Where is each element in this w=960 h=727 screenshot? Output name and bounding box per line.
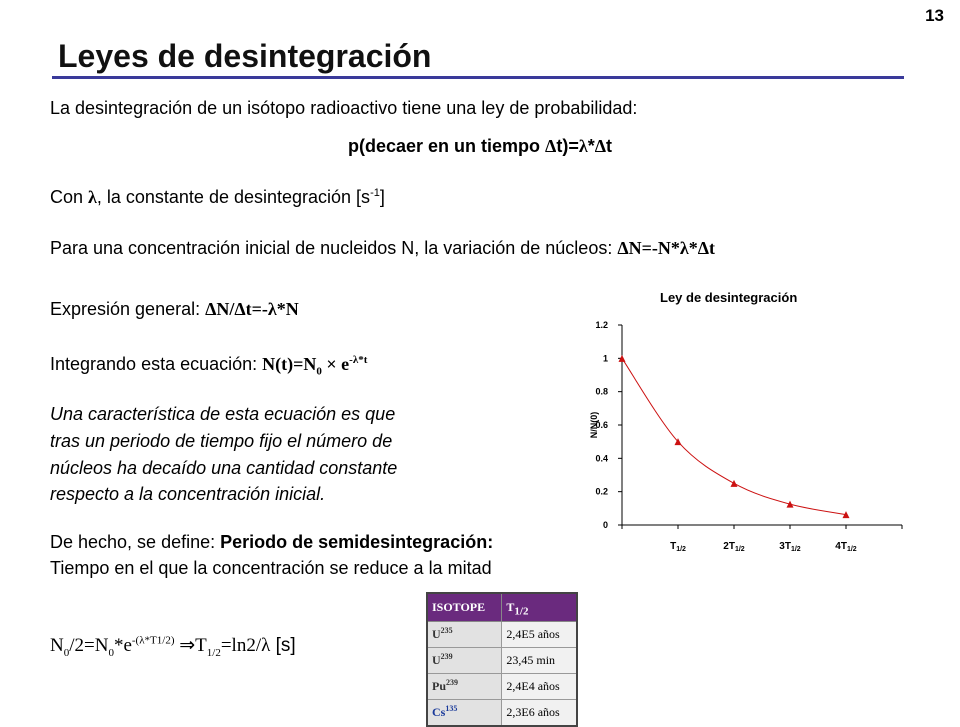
x-tick-label: $4T_{1/2}$: [835, 541, 857, 553]
y-tick-label: 1.2: [595, 320, 608, 330]
characteristic-line-1: Una característica de esta ecuación es que: [50, 404, 396, 424]
definition-text: De hecho, se define: Periodo de semidesintegración:: [50, 532, 494, 552]
header-isotope: ISOTOPE: [427, 593, 502, 622]
decay-curve: [622, 358, 846, 514]
general-expression: Expresión general: ΔN/Δt=-λ*N: [50, 299, 299, 319]
page-title: Leyes de desintegración: [58, 38, 432, 74]
page-number: 13: [925, 6, 944, 25]
y-axis-label: N/N(0): [589, 411, 599, 439]
title-underline: [52, 76, 904, 79]
constant-text: Con λ, la constante de desintegración $[s^{-1}]$: [50, 187, 385, 207]
data-point: [731, 480, 738, 487]
characteristic-line-4: respecto a la concentración inicial.: [50, 484, 326, 504]
characteristic-line-3: núcleos ha decaído una cantidad constante: [50, 458, 398, 478]
table-row: [427, 648, 577, 674]
integration-text: Integrando esta ecuación: $N(t)=N_0 \times e^{-\lambda*t}$: [50, 354, 368, 378]
half-life-cell: 2,4E5 años: [502, 622, 577, 648]
data-point: [787, 501, 794, 508]
y-tick-label: 0.6: [595, 420, 608, 430]
variation-text: Para una concentración inicial de nucleidos N, la variación de núcleos: ΔN=-N*λ*Δt: [50, 238, 715, 258]
isotope-cell: Cs$^{135}$: [427, 700, 502, 727]
isotope-table: [426, 592, 578, 727]
y-tick-label: 1: [602, 353, 608, 364]
y-tick-label: 0: [602, 520, 608, 530]
isotope-cell: $U^{235}$: [427, 622, 502, 648]
table-row: [427, 622, 577, 648]
half-life-cell: 2,4E4 años: [502, 674, 577, 700]
header-half-life: $T_{1/2}$: [502, 593, 577, 622]
chart-title: Ley de desintegración: [660, 290, 798, 305]
table-row: [427, 700, 577, 727]
x-tick-label: $T_{1/2}$: [670, 541, 686, 553]
decay-chart: [560, 305, 920, 565]
half-life-cell: 23,45 min: [502, 648, 577, 674]
table-header-row: [427, 593, 577, 622]
definition-description: Tiempo en el que la concentración se reduce a la mitad: [50, 558, 492, 578]
table-row: [427, 674, 577, 700]
x-tick-label: $2T_{1/2}$: [723, 541, 745, 553]
y-tick-label: 0.2: [595, 486, 608, 497]
y-tick-label: 0.8: [595, 386, 608, 397]
characteristic-line-2: tras un periodo de tiempo fijo el número de: [50, 431, 393, 451]
intro-text: La desintegración de un isótopo radioactivo tiene una ley de probabilidad:: [50, 98, 638, 118]
isotope-cell: $U^{239}$: [427, 648, 502, 674]
x-tick-label: $3T_{1/2}$: [779, 541, 801, 553]
isotope-cell: Pu$^{239}$: [427, 674, 502, 700]
half-life-formula: $N_0/2=N_0*e^{-(\lambda*T1/2)}$ $\Rightarrow T_{1/2}=\ln 2/\lambda$ [s]: [50, 634, 296, 659]
y-tick-label: 0.4: [595, 453, 608, 464]
half-life-cell: 2,3E6 años: [502, 700, 577, 727]
probability-formula: p(decaer en un tiempo Δt)=λ*Δt: [348, 136, 612, 156]
